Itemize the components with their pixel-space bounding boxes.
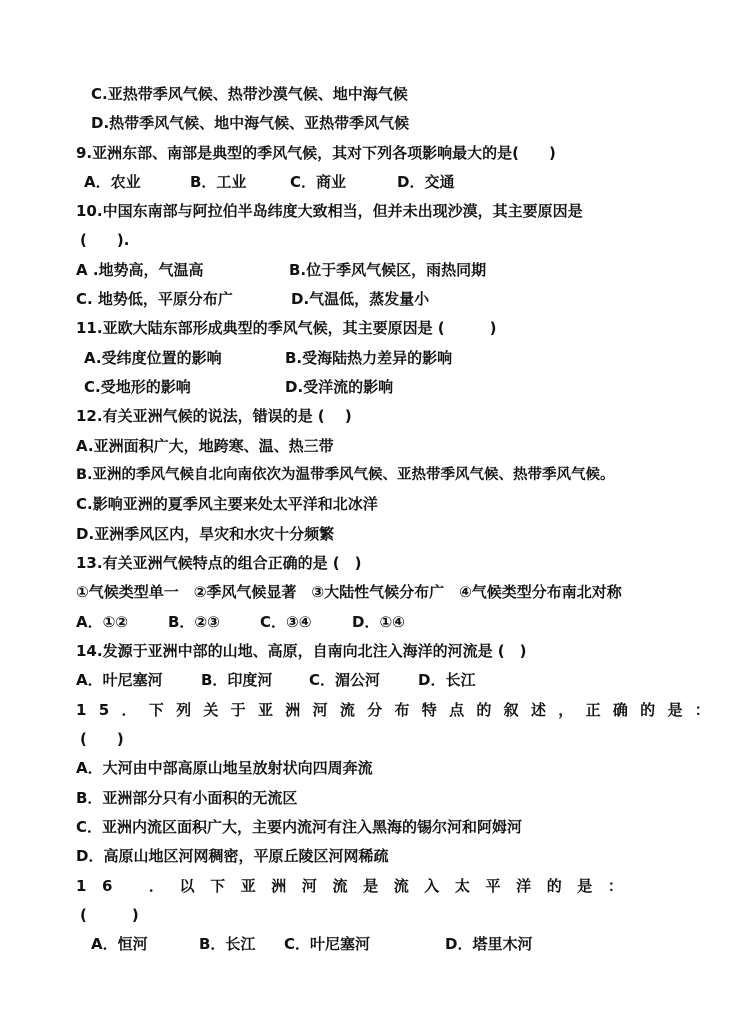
- q16-option-a: A．恒河: [91, 935, 148, 953]
- q13-option-c: C．③④: [260, 613, 312, 631]
- q11-option-c: C.受地形的影响: [84, 378, 191, 396]
- q11-stem: 11.亚欧大陆东部形成典型的季风气候，其主要原因是 ( ): [76, 319, 497, 337]
- q9-option-a: A．农业: [84, 173, 141, 191]
- q13-stem: 13.有关亚洲气候特点的组合正确的是 ( ): [76, 554, 362, 572]
- q12-option-c: C.影响亚洲的夏季风主要来处太平洋和北冰洋: [76, 495, 378, 513]
- q13-option-a: A．①②: [76, 613, 129, 631]
- q12-option-b: B.亚洲的季风气候自北向南依次为温带季风气候、亚热带季风气候、热带季风气候。: [76, 467, 615, 483]
- q14-option-a: A．叶尼塞河: [76, 671, 163, 689]
- q10-option-c: C. 地势低，平原分布广: [76, 290, 233, 308]
- q8-option-d: D.热带季风气候、地中海气候、亚热带季风气候: [91, 114, 410, 132]
- q15-option-d: D．高原山地区河网稠密，平原丘陵区河网稀疏: [76, 847, 389, 865]
- q15-stem-paren: ( ): [80, 730, 124, 748]
- q11-option-a: A.受纬度位置的影响: [84, 349, 222, 367]
- q14-stem: 14.发源于亚洲中部的山地、高原，自南向北注入海洋的河流是 ( ): [76, 642, 527, 660]
- q13-option-d: D．①④: [352, 613, 405, 631]
- q10-option-b: B.位于季风气候区，雨热同期: [289, 261, 487, 279]
- q10-stem-paren: ( ).: [80, 231, 130, 249]
- q13-statements: ①气候类型单一 ②季风气候显著 ③大陆性气候分布广 ④气候类型分布南北对称: [76, 583, 622, 601]
- q11-option-b: B.受海陆热力差异的影响: [285, 349, 453, 367]
- q16-option-d: D．塔里木河: [445, 935, 533, 953]
- q11-option-d: D.受洋流的影响: [285, 378, 394, 396]
- q15-option-b: B．亚洲部分只有小面积的无流区: [76, 789, 298, 807]
- q12-option-d: D.亚洲季风区内，旱灾和水灾十分频繁: [76, 525, 335, 543]
- q10-option-a: A .地势高，气温高: [76, 261, 204, 279]
- q16-stem: 16 ．以下亚洲河流是流入太平洋的是：: [76, 877, 639, 895]
- q16-option-b: B．长江: [199, 935, 256, 953]
- q16-option-c: C．叶尼塞河: [284, 935, 371, 953]
- q10-option-d: D.气温低，蒸发量小: [291, 290, 430, 308]
- q10-stem: 10.中国东南部与阿拉伯半岛纬度大致相当，但并未出现沙漠，其主要原因是: [76, 202, 583, 220]
- q8-option-c: C.亚热带季风气候、热带沙漠气候、地中海气候: [91, 85, 408, 103]
- q16-stem-paren: ( ): [80, 906, 139, 924]
- q14-option-b: B．印度河: [201, 671, 273, 689]
- q14-option-d: D．长江: [418, 671, 476, 689]
- q15-option-c: C．亚洲内流区面积广大，主要内流河有注入黑海的锡尔河和阿姆河: [76, 818, 523, 836]
- q15-option-a: A．大河由中部高原山地呈放射状向四周奔流: [76, 759, 373, 777]
- q15-stem: 15．下列关于亚洲河流分布特点的叙述，正确的是：: [76, 701, 723, 719]
- q9-option-c: C．商业: [290, 173, 347, 191]
- q12-stem: 12.有关亚洲气候的说法，错误的是 ( ): [76, 407, 352, 425]
- q9-stem: 9.亚洲东部、南部是典型的季风气候，其对下列各项影响最大的是( ): [76, 144, 556, 162]
- q12-option-a: A.亚洲面积广大，地跨寒、温、热三带: [76, 437, 334, 455]
- q13-option-b: B．②③: [168, 613, 220, 631]
- q9-option-d: D．交通: [397, 173, 455, 191]
- q14-option-c: C．湄公河: [309, 671, 381, 689]
- q9-option-b: B．工业: [190, 173, 247, 191]
